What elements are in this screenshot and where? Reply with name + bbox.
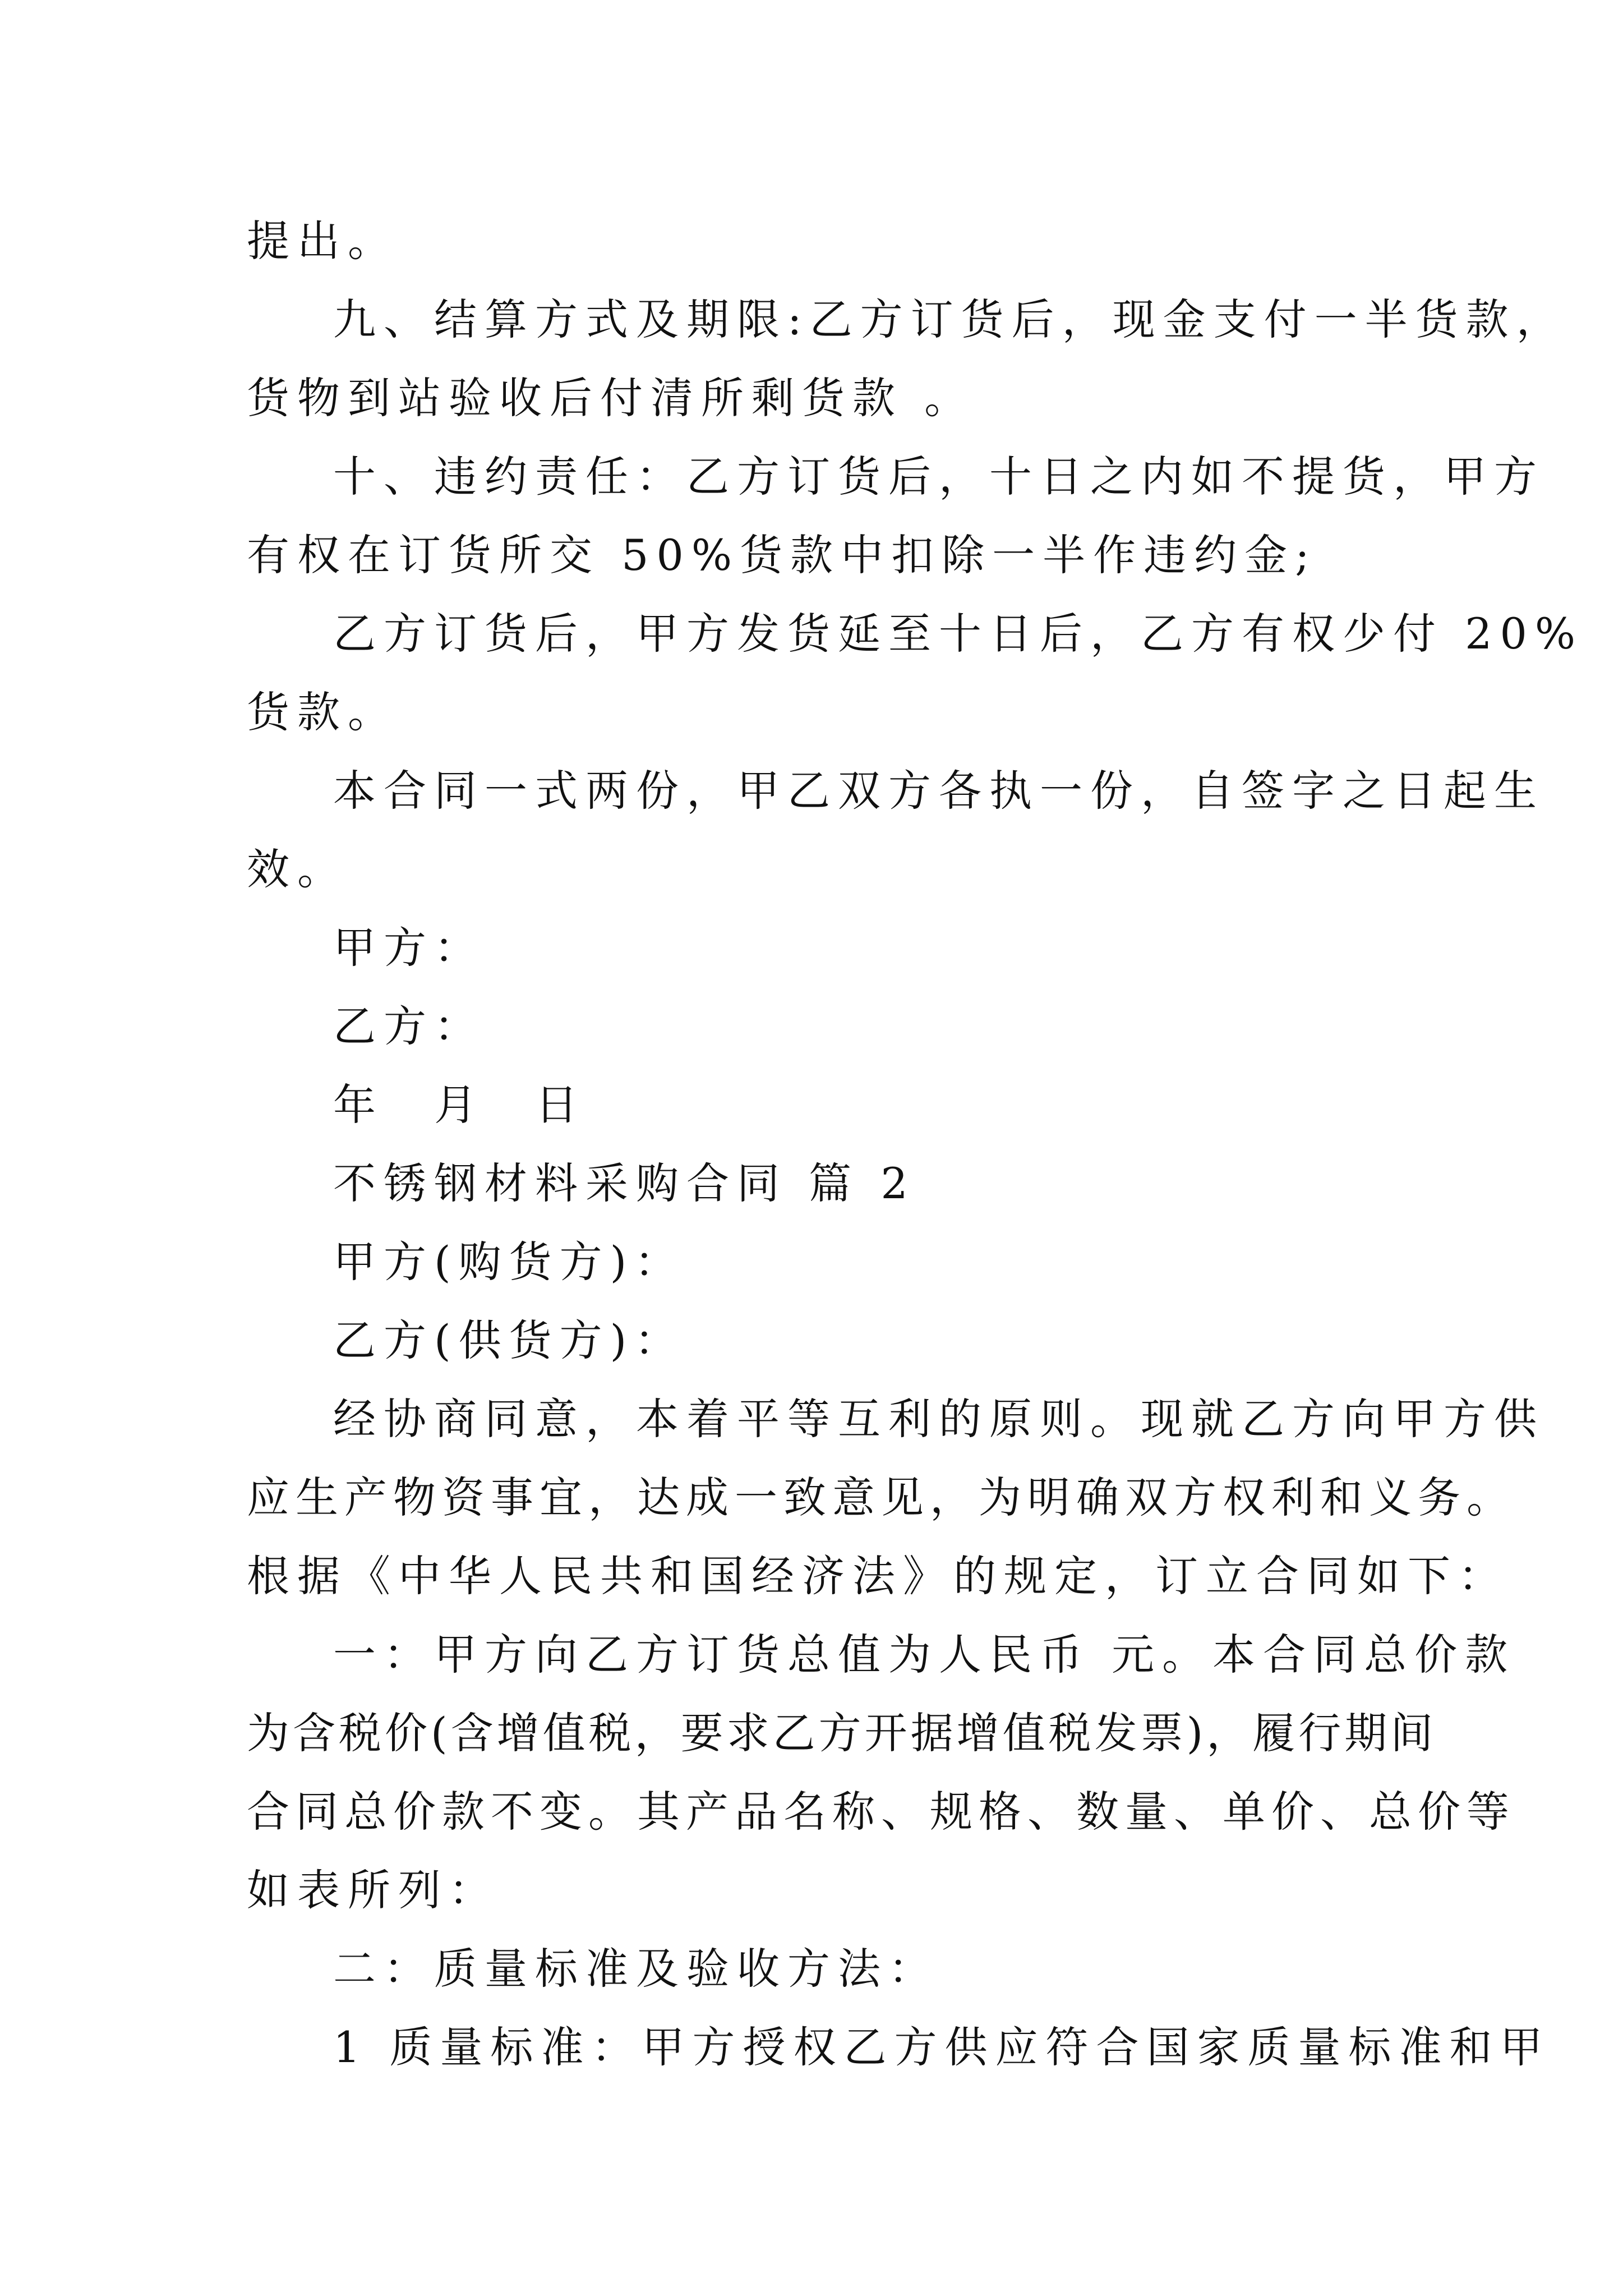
text-line: 货物到站验收后付清所剩货款 。 bbox=[247, 373, 975, 423]
text-line: 二：质量标准及验收方法： bbox=[333, 1944, 939, 1994]
text-line: 甲方： bbox=[333, 923, 485, 973]
text-line: 乙方： bbox=[333, 1001, 485, 1051]
text-line: 应生产物资事宜，达成一致意见，为明确双方权利和义务。 bbox=[247, 1473, 1515, 1522]
text-line: 1 质量标准：甲方授权乙方供应符合国家质量标准和甲 bbox=[333, 2022, 1551, 2072]
text-line: 乙方订货后，甲方发货延至十日后，乙方有权少付 20% bbox=[333, 609, 1584, 659]
section-heading: 不锈钢材料采购合同 篇 2 bbox=[333, 1158, 916, 1208]
text-line: 货款。 bbox=[247, 687, 398, 737]
text-line: 合同总价款不变。其产品名称、规格、数量、单价、总价等 bbox=[247, 1787, 1515, 1837]
text-line: 有权在订货所交 50%货款中扣除一半作违约金; bbox=[247, 530, 1317, 580]
text-line: 经协商同意，本着平等互利的原则。现就乙方向甲方供 bbox=[333, 1394, 1544, 1444]
text-line: 本合同一式两份，甲乙双方各执一份，自签字之日起生 bbox=[333, 766, 1544, 816]
text-line: 提出。 bbox=[247, 216, 398, 266]
text-line: 年 月 日 bbox=[333, 1080, 601, 1130]
text-line: 根据《中华人民共和国经济法》的规定，订立合同如下： bbox=[247, 1551, 1509, 1601]
text-line: 甲方(购货方)： bbox=[333, 1237, 685, 1287]
text-line: 乙方(供货方)： bbox=[333, 1315, 685, 1365]
text-line: 为含税价(含增值税，要求乙方开据增值税发票)，履行期间 bbox=[247, 1708, 1437, 1758]
text-line: 一：甲方向乙方订货总值为人民币 元。本合同总价款 bbox=[333, 1630, 1516, 1680]
text-line: 效。 bbox=[247, 844, 348, 894]
text-line: 如表所列： bbox=[247, 1865, 499, 1915]
text-line: 九、结算方式及期限:乙方订货后，现金支付一半货款， bbox=[333, 295, 1567, 344]
text-line: 十、违约责任：乙方订货后，十日之内如不提货，甲方 bbox=[333, 452, 1544, 501]
